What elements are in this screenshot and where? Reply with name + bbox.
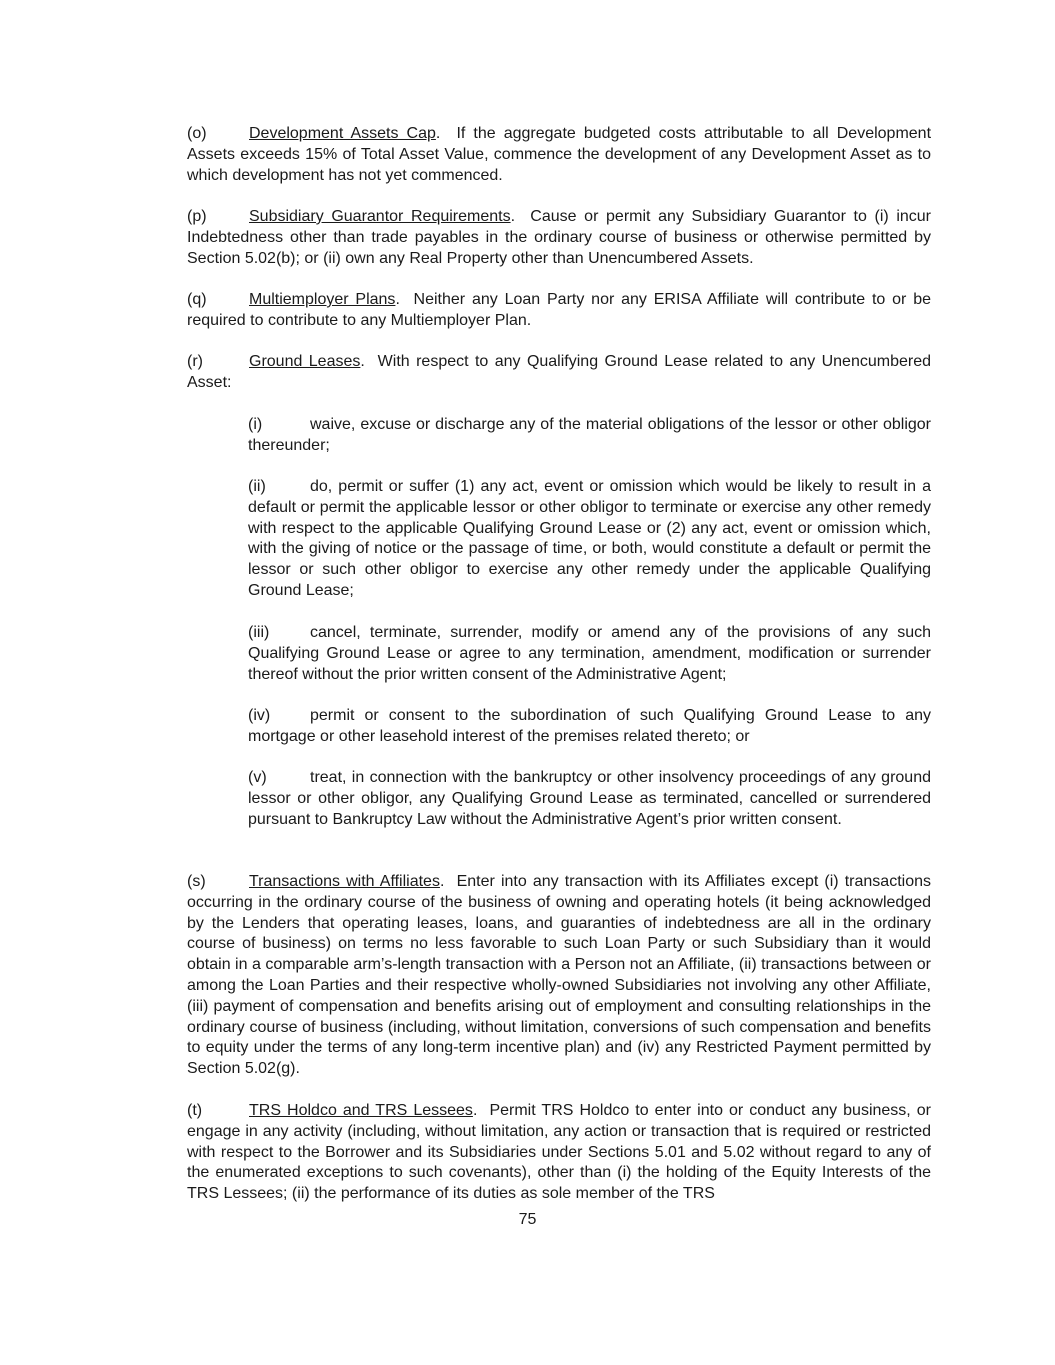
item-label: (ii) [248,478,266,495]
section-text: With respect to any Qualifying Ground Lease related to any Unencumbered Asset: [187,353,932,391]
section-p: (p) Subsidiary Guarantor Requirements. Cause or permit any Subsidiary Guarantor to (i) incur Indebtedness other than trade payables in the ordinary course of business or otherwise permitted by Section 5.02(b); or (ii) own any Real Property other than Unencumbered Assets. [187,208,931,267]
section-text: Cause or permit any Subsidiary Guarantor to (i) incur Indebtedness other than trade payables in the ordinary course of business or otherwise permitted by Section 5.02(b); or (ii) own any Real Property other than Unencumbered Assets. [187,208,931,267]
ground-lease-item-iv [248,706,931,748]
section-label: (o) [187,125,207,142]
section-heading: Multiemployer Plans [249,291,396,308]
page-number: 75 [518,1211,537,1228]
section-r: (r) Ground Leases. With respect to any Qualifying Ground Lease related to any Unencumbered Asset: [187,353,932,391]
item-label: (v) [248,769,267,786]
section-heading: Ground Leases [249,353,361,370]
section-text: Permit TRS Holdco to enter into or conduct any business, or engage in any activity (including, without limitation, any action or transaction that is required or restricted with respect to the Borrower and its Subsidiaries under Sections 5.01 and 5.02 without regard to any of the enumerated exceptions to such covenants), other than (i) the holding of the Equity Interests of the TRS Lessees; (ii) the performance of its duties as sole member of the TRS [187,1102,931,1203]
section-label: (p) [187,208,207,225]
section-text: Neither any Loan Party nor any ERISA Affiliate will contribute to or be required to contribute to any Multiemployer Plan. [187,291,931,329]
section-t: (t) TRS Holdco and TRS Lessees. Permit TRS Holdco to enter into or conduct any business, or engage in any activity (including, without limitation, any action or transaction that is required or restricted with respect to the Borrower and its Subsidiaries under Sections 5.01 and 5.02 without regard to any of the enumerated exceptions to such covenants), other than (i) the holding of the Equity Interests of the TRS Lessees; (ii) the performance of its duties as sole member of the TRS [187,1102,931,1203]
item-label: (iv) [248,707,271,724]
section-text: If the aggregate budgeted costs attributable to all Development Assets exceeds 15% of Total Asset Value, commence the development of any Development Asset as to which development has not yet commenced. [187,125,932,184]
ground-lease-item-v [248,768,931,830]
ground-lease-item-ii [248,477,931,602]
item-label: (i) [248,416,263,433]
item-text: do, permit or suffer (1) any act, event or omission which would be likely to result in a default or permit the applicable lessor or other obligor to terminate or exercise any other remedy with respect to the applicable Qualifying Ground Lease or (2) any act, event or omission which, with the giving of notice or the passage of time, or both, would constitute a default or permit the lessor or such other obligor to exercise any other remedy under the applicable Qualifying Ground Lease; [248,478,931,599]
item-label: (iii) [248,624,270,641]
section-heading: TRS Holdco and TRS Lessees [249,1102,473,1119]
section-text: Enter into any transaction with its Affiliates except (i) transactions occurring in the ordinary course of the business of owning and operating hotels (it being acknowledged by the Lenders that operating leases, loans, and guaranties of indebtedness are all in the ordinary course of business) on terms no less favorable to such Loan Party or such Subsidiary than it would obtain in a comparable arm’s-length transaction with a Person not an Affiliate, (ii) transactions between or among the Loan Parties and their respective wholly-owned Subsidiaries not involving any other Affiliate, (iii) payment of compensation and benefits arising out of employment and consulting relationships in the ordinary course of business (including, without limitation, conversions of such compensation and benefits to equity under the terms of any long-term incentive plan) and (iv) any Restricted Payment permitted by Section 5.02(g). [187,873,931,1078]
section-o: (o) Development Assets Cap. If the aggregate budgeted costs attributable to all Development Assets exceeds 15% of Total Asset Value, commence the development of any Development Asset as to which development has not yet commenced. [187,125,932,184]
item-text: cancel, terminate, surrender, modify or amend any of the provisions of any such Qualifying Ground Lease or agree to any termination, amendment, modification or surrender thereof without the prior written consent of the Administrative Agent; [248,624,931,683]
section-heading: Transactions with Affiliates [249,873,440,890]
ground-lease-item-iii [248,623,931,685]
section-q: (q) Multiemployer Plans. Neither any Loan Party nor any ERISA Affiliate will contribute to or be required to contribute to any Multiemployer Plan. [187,291,931,329]
item-text: permit or consent to the subordination of such Qualifying Ground Lease to any mortgage or other leasehold interest of the premises related thereto; or [248,707,931,745]
section-label: (t) [187,1102,203,1119]
section-heading: Development Assets Cap [249,125,436,142]
section-label: (s) [187,873,206,890]
item-text: treat, in connection with the bankruptcy or other insolvency proceedings of any ground lessor or other obligor, any Qualifying Ground Lease as terminated, cancelled or surrendered pursuant to Bankruptcy Law without the Administrative Agent’s prior written consent. [248,769,931,828]
ground-lease-item-i [248,415,931,457]
section-label: (q) [187,291,207,308]
item-text: waive, excuse or discharge any of the material obligations of the lessor or other obligor thereunder; [248,416,931,454]
section-s: (s) Transactions with Affiliates. Enter into any transaction with its Affiliates except (i) transactions occurring in the ordinary course of the business of owning and operating hotels (it being acknowledged by the Lenders that operating leases, loans, and guaranties of indebtedness are all in the ordinary course of business) on terms no less favorable to such Loan Party or such Subsidiary than it would obtain in a comparable arm’s-length transaction with a Person not an Affiliate, (ii) transactions between or among the Loan Parties and their respective wholly-owned Subsidiaries not involving any other Affiliate, (iii) payment of compensation and benefits arising out of employment and consulting relationships in the ordinary course of business (including, without limitation, conversions of such compensation and benefits to equity under the terms of any long-term incentive plan) and (iv) any Restricted Payment permitted by Section 5.02(g). [187,873,931,1078]
section-label: (r) [187,353,203,370]
section-heading: Subsidiary Guarantor Requirements [249,208,511,225]
